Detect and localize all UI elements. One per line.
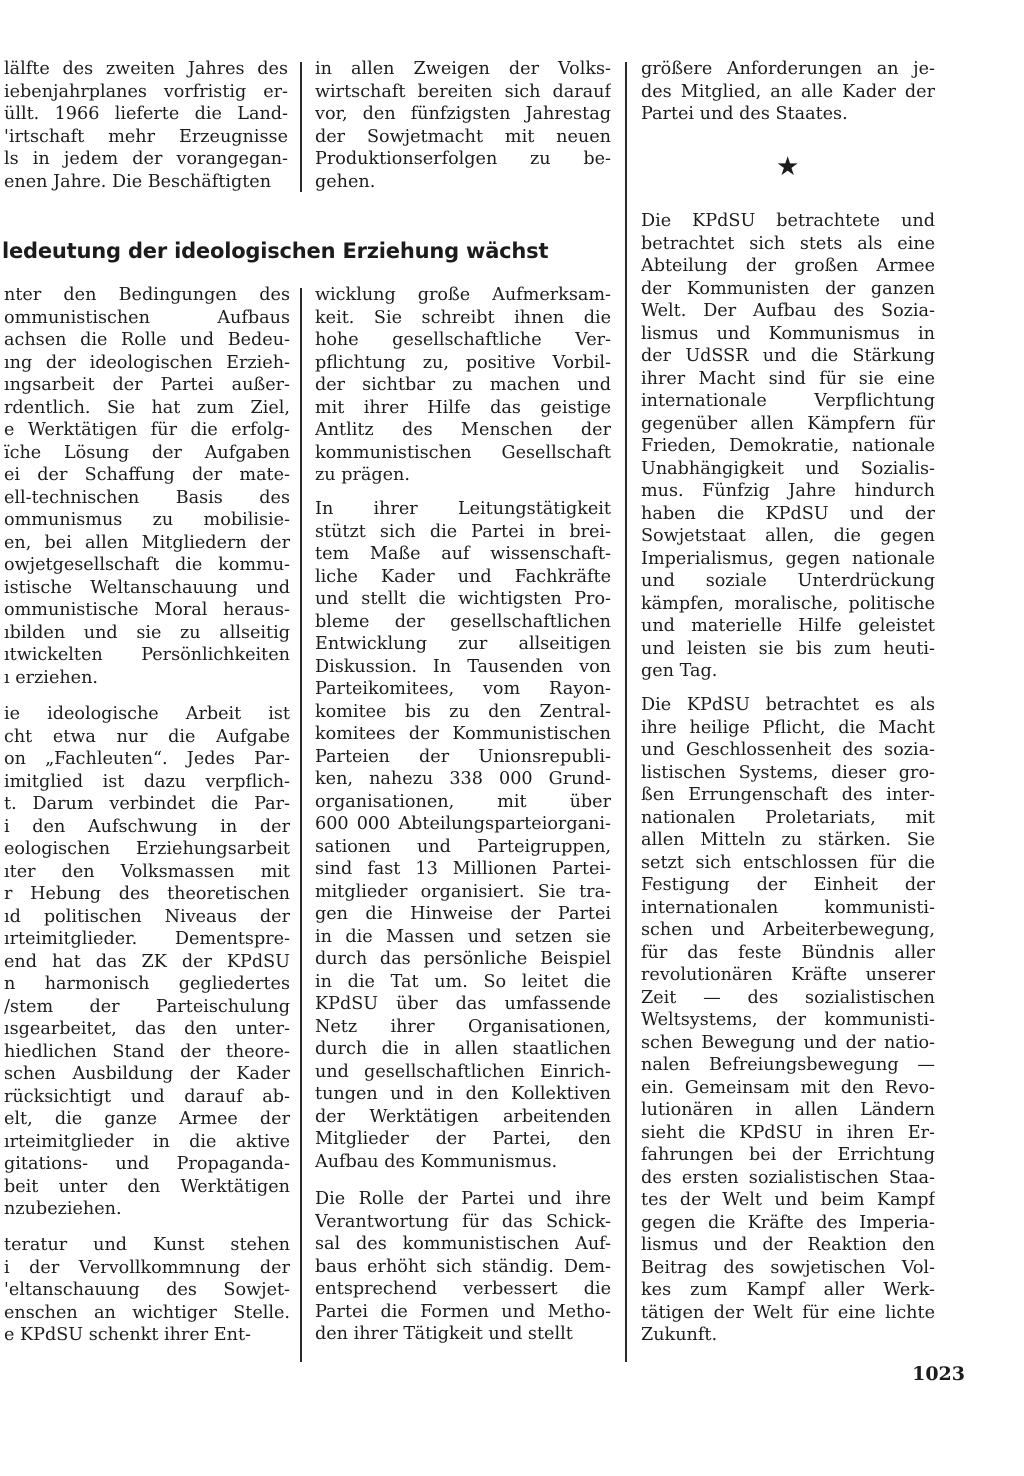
text-line: für das feste Bündnis aller xyxy=(641,942,935,963)
text-line: Die Rolle der Partei und ihre xyxy=(315,1189,611,1209)
text-line: allen Mitteln zu stärken. Sie xyxy=(641,830,935,850)
text-line: n harmonisch gegliedertes xyxy=(4,974,290,994)
text-line: gegenüber allen Kämpfern für xyxy=(641,413,935,434)
text-line: enen Jahre. Die Beschäftigten xyxy=(4,171,272,192)
text-line: KPdSU über das umfassende xyxy=(315,994,611,1014)
text-line: Zeit — des sozialistischen xyxy=(641,987,935,1008)
text-line: mitglieder organisiert. Sie tra- xyxy=(315,881,611,902)
text-line: Weltsystems, der kommunisti- xyxy=(641,1010,935,1030)
text-line: Zukunft. xyxy=(641,1325,718,1345)
text-line: e KPdSU schenkt ihrer Ent- xyxy=(4,1325,251,1345)
text-line: der Sowjetmacht mit neuen xyxy=(315,126,611,147)
column-3-top-paragraph xyxy=(641,58,935,126)
page-number: 1023 xyxy=(912,1363,965,1385)
text-line: Parteikomitees, vom Rayon- xyxy=(315,679,611,699)
text-line: und stellt die wichtigsten Pro- xyxy=(315,589,611,609)
text-line: imitglied ist dazu verpflich- xyxy=(4,771,290,792)
text-line: internationale Verpflichtung xyxy=(641,391,935,411)
column-3-paragraph-2 xyxy=(641,694,935,1347)
text-line: sieht die KPdSU in ihren Er- xyxy=(641,1122,935,1143)
text-line: Unabhängigkeit und Sozialis- xyxy=(641,458,935,479)
text-line: ken, nahezu 338 000 Grund- xyxy=(315,769,611,789)
text-line: des ersten sozialistischen Staa- xyxy=(641,1167,935,1188)
text-line: en, bei allen Mitgliedern der xyxy=(4,532,290,553)
text-line: sal des kommunistischen Auf- xyxy=(315,1234,611,1254)
text-line: schen und Arbeiterbewegung, xyxy=(641,920,935,940)
text-line: zu prägen. xyxy=(315,465,410,485)
text-line: den ihrer Tätigkeit und stellt xyxy=(315,1324,573,1344)
text-line: i den Aufschwung in der xyxy=(4,816,290,837)
text-line: ıd politischen Niveaus der xyxy=(4,906,290,927)
text-line: und soziale Unterdrückung xyxy=(641,571,935,591)
text-line: end hat das ZK der KPdSU xyxy=(4,951,290,972)
text-line: ein. Gemeinsam mit den Revo- xyxy=(641,1077,935,1098)
text-line: vor, den fünfzigsten Jahrestag xyxy=(315,104,611,124)
text-line: der UdSSR und die Stärkung xyxy=(641,346,935,366)
text-line: cht etwa nur die Aufgabe xyxy=(4,726,290,747)
text-line: Frieden, Demokratie, nationale xyxy=(641,436,935,456)
text-line: betrachtet sich stets als eine xyxy=(641,233,935,254)
section-separator-star-icon: ★ xyxy=(776,152,800,182)
section-heading: ledeutung der ideologischen Erziehung wächst xyxy=(2,239,549,263)
text-line: Die KPdSU betrachtete und xyxy=(641,211,935,231)
text-line: gen die Hinweise der Partei xyxy=(315,904,611,924)
text-line: sationen und Parteigruppen, xyxy=(315,836,611,857)
text-line: Mitglieder der Partei, den xyxy=(315,1129,611,1149)
text-line: Verantwortung für das Schick- xyxy=(315,1211,611,1232)
text-line: schen Ausbildung der Kader xyxy=(4,1064,290,1084)
text-line: durch die in allen staatlichen xyxy=(315,1039,611,1059)
text-line: der Werktätigen arbeitenden xyxy=(315,1106,611,1127)
text-line: istische Weltanschauung und xyxy=(4,577,290,598)
text-line: und leisten sie bis zum heuti- xyxy=(641,638,935,659)
text-line: kes zum Kampf aller Werk- xyxy=(641,1280,935,1300)
text-line: eologischen Erziehungsarbeit xyxy=(4,839,290,859)
text-line: Beitrag des sowjetischen Vol- xyxy=(641,1257,935,1278)
text-line: der Kommunisten der ganzen xyxy=(641,278,935,299)
text-line: tem Maße auf wissenschaft- xyxy=(315,544,611,564)
text-line: ırteimitglieder in die aktive xyxy=(4,1131,290,1152)
text-line: fahrungen bei der Errichtung xyxy=(641,1145,935,1165)
text-line: ısgearbeitet, das den unter- xyxy=(4,1019,290,1039)
text-line: teratur und Kunst stehen xyxy=(4,1235,290,1255)
text-line: internationalen kommunisti- xyxy=(641,897,935,918)
text-line: Antlitz des Menschen der xyxy=(315,420,611,440)
text-line: rdentlich. Sie hat zum Ziel, xyxy=(4,397,290,418)
text-line: e Werktätigen für die erfolg- xyxy=(4,420,290,440)
text-line: ıng der ideologischen Erzieh- xyxy=(4,352,290,373)
text-line: Parteien der Unionsrepubli- xyxy=(315,746,611,767)
text-line: tungen und in den Kollektiven xyxy=(315,1084,611,1104)
column-2-paragraph-2 xyxy=(315,498,611,1173)
text-line: ommunistischen Aufbaus xyxy=(4,307,290,328)
text-line: und materielle Hilfe geleistet xyxy=(641,616,935,636)
text-line: hiedlichen Stand der theore- xyxy=(4,1041,290,1062)
text-line: bleme der gesellschaftlichen xyxy=(315,611,611,632)
text-line: Festigung der Einheit der xyxy=(641,875,935,895)
text-line: Produktionserfolgen zu be- xyxy=(315,149,611,169)
text-line: Netz ihrer Organisationen, xyxy=(315,1016,611,1037)
text-line: und gesellschaftlichen Einrich- xyxy=(315,1061,611,1082)
text-line: schen Bewegung und der natio- xyxy=(641,1032,935,1053)
text-line: nter den Bedingungen des xyxy=(4,285,290,305)
text-line: nalen Befreiungsbewegung — xyxy=(641,1055,935,1075)
text-line: sind fast 13 Millionen Partei- xyxy=(315,859,611,879)
text-line: wirtschaft bereiten sich darauf xyxy=(315,81,611,102)
text-line: ıter den Volksmassen mit xyxy=(4,861,290,882)
text-line: Entwicklung zur allseitigen xyxy=(315,634,611,654)
text-line: ıtwickelten Persönlichkeiten xyxy=(4,645,290,665)
text-line: In ihrer Leitungstätigkeit xyxy=(315,499,611,519)
text-line: wicklung große Aufmerksam- xyxy=(315,285,611,305)
text-line: baus erhöht sich ständig. Dem- xyxy=(315,1256,611,1277)
text-line: ei der Schaffung der mate- xyxy=(4,465,290,485)
text-line: ihrer Macht sind für sie eine xyxy=(641,368,935,389)
text-line: Die KPdSU betrachtet es als xyxy=(641,695,935,715)
column-divider-bottom-right xyxy=(625,62,627,1362)
text-line: 600 000 Abteilungsparteiorgani- xyxy=(315,814,611,834)
text-line: liche Kader und Fachkräfte xyxy=(315,566,611,587)
column-1-top-paragraph xyxy=(4,58,288,193)
text-line: enschen an wichtiger Stelle. xyxy=(4,1302,290,1323)
column-1-paragraph-3 xyxy=(4,1234,290,1347)
text-line: des Mitglied, an alle Kader der xyxy=(641,81,935,102)
column-3-paragraph-1 xyxy=(641,210,935,683)
text-line: i der Vervollkommnung der xyxy=(4,1257,290,1278)
text-line: lälfte des zweiten Jahres des xyxy=(4,59,288,79)
text-line: rücksichtigt und darauf ab- xyxy=(4,1086,290,1107)
text-line: in allen Zweigen der Volks- xyxy=(315,59,611,79)
text-line: keit. Sie schreibt ihnen die xyxy=(315,307,611,328)
text-line: gegen die Kräfte des Imperia- xyxy=(641,1212,935,1233)
text-line: tätigen der Welt für eine lichte xyxy=(641,1302,935,1323)
text-line: haben die KPdSU und der xyxy=(641,503,935,524)
text-line: beit unter den Werktätigen xyxy=(4,1176,290,1197)
text-line: Imperialismus, gegen nationale xyxy=(641,548,935,569)
text-line: ell-technischen Basis des xyxy=(4,487,290,508)
text-line: ie ideologische Arbeit ist xyxy=(4,704,290,724)
text-line: der sichtbar zu machen und xyxy=(315,375,611,395)
text-line: stützt sich die Partei in brei- xyxy=(315,521,611,542)
text-line: Abteilung der großen Armee xyxy=(641,256,935,276)
text-line: Sowjetstaat allen, die gegen xyxy=(641,526,935,546)
text-line: Aufbau des Kommunismus. xyxy=(315,1151,558,1172)
text-line: pflichtung zu, positive Vorbil- xyxy=(315,352,611,373)
text-line: kämpfen, moralische, politische xyxy=(641,593,935,614)
text-line: mit ihrer Hilfe das geistige xyxy=(315,397,611,418)
text-line: t. Darum verbindet die Par- xyxy=(4,794,290,814)
text-line: setzt sich entschlossen für die xyxy=(641,852,935,873)
text-line: ßen Errungenschaft des inter- xyxy=(641,785,935,805)
text-line: ïche Lösung der Aufgaben xyxy=(4,442,290,463)
text-line: kommunistischen Gesellschaft xyxy=(315,442,611,463)
text-line: 'irtschaft mehr Erzeugnisse xyxy=(4,126,288,147)
text-line: entsprechend verbessert die xyxy=(315,1279,611,1299)
text-line: gitations- und Propaganda- xyxy=(4,1154,290,1174)
text-line: revolutionären Kräfte unserer xyxy=(641,965,935,985)
text-line: ommunistische Moral heraus- xyxy=(4,600,290,620)
text-line: /stem der Parteischulung xyxy=(4,996,290,1017)
text-line: elt, die ganze Armee der xyxy=(4,1109,290,1129)
text-line: ihre heilige Pflicht, die Macht xyxy=(641,717,935,738)
text-line: ıngsarbeit der Partei außer- xyxy=(4,375,290,395)
text-line: achsen die Rolle und Bedeu- xyxy=(4,330,290,350)
text-line: komitee bis zu den Zentral- xyxy=(315,701,611,722)
text-line: durch das persönliche Beispiel xyxy=(315,949,611,969)
text-line: in die Massen und setzen sie xyxy=(315,926,611,947)
text-line: in die Tat um. So leitet die xyxy=(315,971,611,992)
column-2-top-paragraph xyxy=(315,58,611,193)
text-line: r Hebung des theoretischen xyxy=(4,884,290,904)
text-line: organisationen, mit über xyxy=(315,791,611,812)
text-line: nationalen Proletariats, mit xyxy=(641,807,935,828)
text-line: und Geschlossenheit des sozia- xyxy=(641,740,935,760)
text-line: Partei die Formen und Metho- xyxy=(315,1301,611,1322)
text-line: gen Tag. xyxy=(641,661,718,681)
text-line: tes der Welt und beim Kampf xyxy=(641,1190,935,1210)
text-line: ommunismus zu mobilisie- xyxy=(4,510,290,530)
text-line: ıbilden und sie zu allseitig xyxy=(4,622,290,643)
text-line: listischen Systems, dieser gro- xyxy=(641,762,935,783)
text-line: mus. Fünfzig Jahre hindurch xyxy=(641,481,935,501)
text-line: nzubeziehen. xyxy=(4,1199,122,1219)
text-line: ls in jedem der vorangegan- xyxy=(4,149,288,169)
text-line: Diskussion. In Tausenden von xyxy=(315,656,611,677)
column-2-paragraph-1 xyxy=(315,284,611,487)
text-line: komitees der Kommunistischen xyxy=(315,724,611,744)
text-line: owjetgesellschaft die kommu- xyxy=(4,555,290,575)
text-line: lismus und Kommunismus in xyxy=(641,323,935,344)
text-line: größere Anforderungen an je- xyxy=(641,59,935,79)
text-line: on „Fachleuten“. Jedes Par- xyxy=(4,749,290,769)
text-line: 'eltanschauung des Sowjet- xyxy=(4,1280,290,1300)
column-2-paragraph-3 xyxy=(315,1188,611,1346)
text-line: ı erziehen. xyxy=(4,667,99,688)
text-line: hohe gesellschaftliche Ver- xyxy=(315,330,611,350)
text-line: lismus und der Reaktion den xyxy=(641,1235,935,1255)
text-line: gehen. xyxy=(315,171,376,192)
column-divider-top-left xyxy=(300,62,302,192)
text-line: lutionären in allen Ländern xyxy=(641,1100,935,1120)
text-line: üllt. 1966 lieferte die Land- xyxy=(4,104,288,124)
text-line: Welt. Der Aufbau des Sozia- xyxy=(641,301,935,321)
column-1-paragraph-1 xyxy=(4,284,290,689)
column-divider-bottom-left xyxy=(300,288,302,1362)
text-line: iebenjahrplanes vorfristig er- xyxy=(4,81,288,102)
column-1-paragraph-2 xyxy=(4,703,290,1221)
text-line: ırteimitglieder. Dementspre- xyxy=(4,929,290,949)
text-line: Partei und des Staates. xyxy=(641,104,848,124)
